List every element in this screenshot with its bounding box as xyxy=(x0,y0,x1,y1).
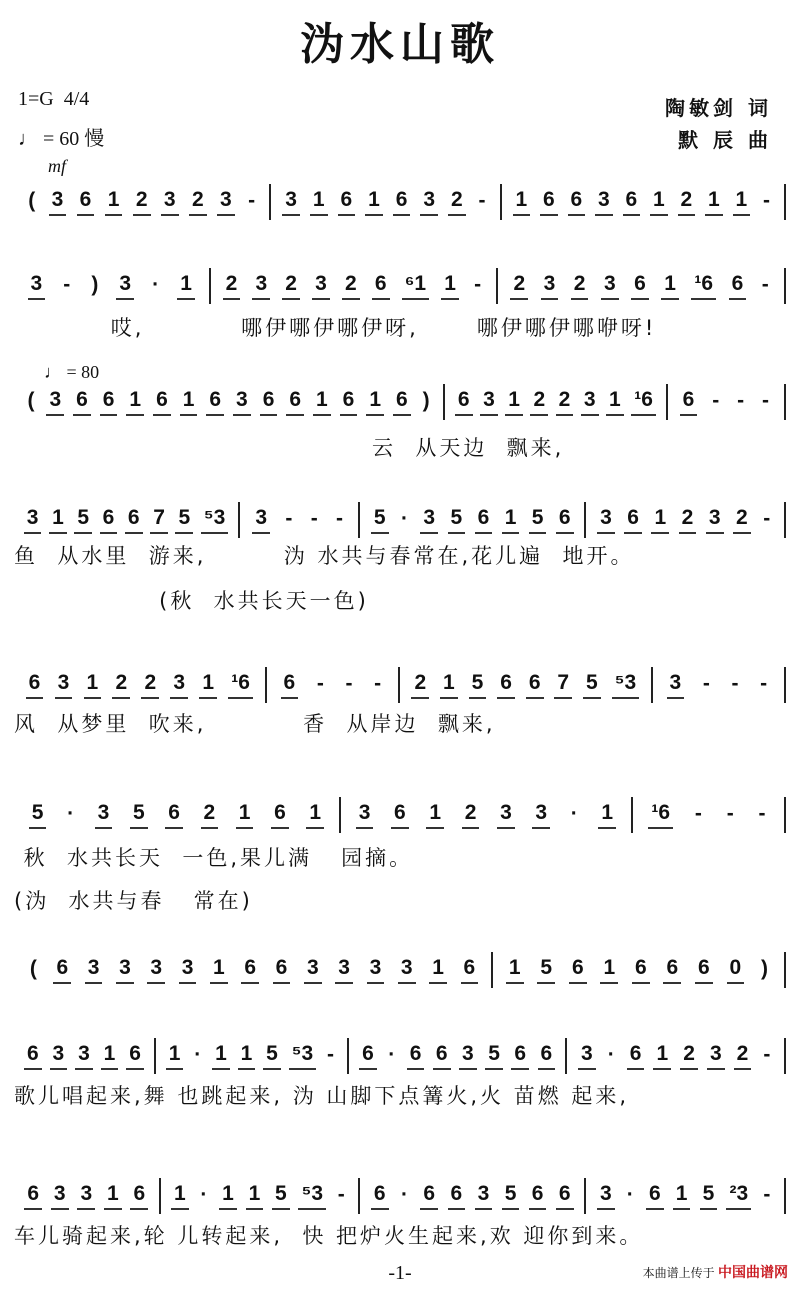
note: 5 xyxy=(29,801,47,829)
note: 6 xyxy=(26,671,44,699)
note: ⁵3 xyxy=(298,1182,326,1210)
note: 1 xyxy=(705,188,723,216)
note: 3 xyxy=(77,1182,95,1210)
lyrics-line: 歌儿唱起来,舞 也跳起来, 沩 山脚下点篝火,火 苗燃 起来, xyxy=(14,1084,630,1108)
note: 6 xyxy=(729,272,747,300)
note: 1 xyxy=(505,388,523,416)
note: 2 xyxy=(411,671,429,699)
note: - xyxy=(316,672,324,695)
note: 3 xyxy=(24,506,42,534)
note: 2 xyxy=(679,506,697,534)
note: - xyxy=(374,672,382,695)
note: 6 xyxy=(663,956,681,984)
note: 3 xyxy=(46,388,64,416)
note: 1 xyxy=(166,1042,184,1070)
note: 3 xyxy=(312,272,330,300)
note: 5 xyxy=(263,1042,281,1070)
note: 6 xyxy=(556,506,574,534)
note: 3 xyxy=(85,956,103,984)
note: 1 xyxy=(661,272,679,300)
source-logo: 中国曲谱网 xyxy=(718,1264,788,1280)
note: ¹6 xyxy=(631,388,656,416)
note: 3 xyxy=(49,188,67,216)
note: ⁶1 xyxy=(402,272,429,300)
note: ) xyxy=(422,389,430,412)
lyrics-line: 云 从天边 飘来, xyxy=(14,436,565,460)
note: - xyxy=(737,389,745,412)
note: 3 xyxy=(55,671,73,699)
note: 1 xyxy=(502,506,520,534)
measure xyxy=(445,384,668,420)
note: 6 xyxy=(623,188,641,216)
note: 3 xyxy=(116,956,134,984)
note: 3 xyxy=(480,388,498,416)
note: 6 xyxy=(260,388,278,416)
note: 5 xyxy=(130,801,148,829)
note: 1 xyxy=(600,956,618,984)
note: 2 xyxy=(462,801,480,829)
note: 3 xyxy=(252,272,270,300)
lyrics-line: 秋 水共长天 一色,果儿满 园摘。 xyxy=(14,846,414,870)
staff-line xyxy=(14,266,786,306)
note: 1 xyxy=(441,272,459,300)
measure xyxy=(586,502,786,538)
note: 6 xyxy=(680,388,698,416)
measure xyxy=(349,1038,568,1074)
note: 5 xyxy=(485,1042,503,1070)
note: 3 xyxy=(75,1042,93,1070)
note: 1 xyxy=(606,388,624,416)
note: 1 xyxy=(306,801,324,829)
staff-line xyxy=(14,500,786,540)
note: 6 xyxy=(77,188,95,216)
note: - xyxy=(248,189,256,212)
note: - xyxy=(726,802,734,825)
note: 0 xyxy=(727,956,745,984)
note: · xyxy=(626,1183,634,1206)
note: 6 xyxy=(632,956,650,984)
note: 2 xyxy=(448,188,466,216)
note: 6 xyxy=(372,272,390,300)
measure xyxy=(14,952,493,988)
note: 6 xyxy=(624,506,642,534)
note: 6 xyxy=(286,388,304,416)
note: 6 xyxy=(126,1042,144,1070)
note: ¹6 xyxy=(691,272,716,300)
note: 5 xyxy=(583,671,601,699)
note: 3 xyxy=(581,388,599,416)
note: 3 xyxy=(50,1042,68,1070)
note: 6 xyxy=(556,1182,574,1210)
note: - xyxy=(763,189,771,212)
measure xyxy=(567,1038,786,1074)
note: 6 xyxy=(631,272,649,300)
note: · xyxy=(401,1183,409,1206)
note: 1 xyxy=(598,801,616,829)
note: 1 xyxy=(506,956,524,984)
note: · xyxy=(570,802,578,825)
note: 6 xyxy=(271,801,289,829)
lyrics-line: 鱼 从水里 游来, 沩 水共与春常在,花儿遍 地开。 xyxy=(14,544,635,568)
note: - xyxy=(285,507,293,530)
note: 1 xyxy=(126,388,144,416)
note: 1 xyxy=(365,188,383,216)
note: 3 xyxy=(667,671,685,699)
note: 6 xyxy=(646,1182,664,1210)
measure xyxy=(240,502,360,538)
note: 3 xyxy=(420,188,438,216)
note: 3 xyxy=(147,956,165,984)
note: 6 xyxy=(391,801,409,829)
note: 3 xyxy=(707,1042,725,1070)
note: 1 xyxy=(238,1042,256,1070)
note: · xyxy=(194,1043,202,1066)
lyrics-line: 哎, 哪伊哪伊哪伊呀, 哪伊哪伊哪咿呀! xyxy=(14,316,657,340)
note: 1 xyxy=(246,1182,264,1210)
note: 6 xyxy=(540,188,558,216)
note: 3 xyxy=(217,188,235,216)
note: 3 xyxy=(398,956,416,984)
note: 1 xyxy=(219,1182,237,1210)
note: 3 xyxy=(335,956,353,984)
note: 6 xyxy=(125,506,143,534)
note: 1 xyxy=(426,801,444,829)
measure xyxy=(14,797,341,833)
time-signature: 4/4 xyxy=(63,88,90,110)
note: 1 xyxy=(440,671,458,699)
note: 1 xyxy=(199,671,217,699)
note: 6 xyxy=(393,388,411,416)
lyrics-line: (秋 水共长天一色) xyxy=(14,589,369,613)
note: 3 xyxy=(597,506,615,534)
note: 1 xyxy=(104,1182,122,1210)
note: - xyxy=(758,802,766,825)
measure xyxy=(400,667,653,703)
note: 6 xyxy=(433,1042,451,1070)
note: - xyxy=(763,1043,771,1066)
note: 3 xyxy=(597,1182,615,1210)
note: · xyxy=(388,1043,396,1066)
note: ⁵3 xyxy=(201,506,229,534)
tempo-change: ♩ = 80 xyxy=(44,362,100,382)
dynamic-mark: mf xyxy=(48,156,66,176)
tempo-initial: ♩ = 60 慢 xyxy=(18,128,105,150)
note: - xyxy=(474,273,482,296)
measure xyxy=(360,1178,586,1214)
note: 2 xyxy=(510,272,528,300)
note: - xyxy=(761,273,769,296)
note: 3 xyxy=(51,1182,69,1210)
note: 3 xyxy=(532,801,550,829)
note: 1 xyxy=(733,188,751,216)
note: 5 xyxy=(175,506,193,534)
note: 2 xyxy=(734,1042,752,1070)
staff-line xyxy=(14,795,786,835)
note: 6 xyxy=(281,671,299,699)
note: 6 xyxy=(538,1042,556,1070)
note: 6 xyxy=(359,1042,377,1070)
note: · xyxy=(200,1183,208,1206)
note: 3 xyxy=(116,272,134,300)
measure xyxy=(498,268,786,304)
measure xyxy=(14,502,240,538)
staff-line xyxy=(14,665,786,705)
measure xyxy=(493,952,786,988)
staff-line xyxy=(14,182,786,222)
note: 2 xyxy=(112,671,130,699)
note: 3 xyxy=(233,388,251,416)
note: 1 xyxy=(650,188,668,216)
measure xyxy=(161,1178,361,1214)
note: ) xyxy=(761,957,769,980)
note: - xyxy=(694,802,702,825)
measure xyxy=(267,667,400,703)
measure xyxy=(14,384,445,420)
measure xyxy=(211,268,499,304)
measure xyxy=(502,184,786,220)
note: ¹6 xyxy=(648,801,673,829)
note: · xyxy=(152,273,160,296)
staff-line xyxy=(14,382,786,422)
note: ( xyxy=(29,957,37,980)
note: 6 xyxy=(130,1182,148,1210)
note: 2 xyxy=(571,272,589,300)
note: 6 xyxy=(340,388,358,416)
measure xyxy=(271,184,501,220)
note: 7 xyxy=(554,671,572,699)
note: 2 xyxy=(342,272,360,300)
note: 6 xyxy=(24,1182,42,1210)
note: 5 xyxy=(74,506,92,534)
note: 5 xyxy=(469,671,487,699)
measure xyxy=(14,268,211,304)
note: 6 xyxy=(455,388,473,416)
note: 3 xyxy=(179,956,197,984)
note: - xyxy=(310,507,318,530)
note: - xyxy=(762,389,770,412)
note: 1 xyxy=(84,671,102,699)
note: 6 xyxy=(497,671,515,699)
lyrics-line: 风 从梦里 吹来, 香 从岸边 飘来, xyxy=(14,712,496,736)
song-title: 沩水山歌 xyxy=(300,19,500,70)
note: ( xyxy=(28,189,36,212)
note: 1 xyxy=(212,1042,230,1070)
lyrics-line: 车儿骑起来,轮 儿转起来, 快 把炉火生起来,欢 迎你到来。 xyxy=(14,1224,644,1248)
note: 1 xyxy=(310,188,328,216)
note: - xyxy=(763,1183,771,1206)
note: 3 xyxy=(541,272,559,300)
note: 1 xyxy=(313,388,331,416)
note: 3 xyxy=(304,956,322,984)
measure xyxy=(341,797,633,833)
note: 6 xyxy=(393,188,411,216)
note: 3 xyxy=(475,1182,493,1210)
key: 1=G xyxy=(18,88,54,110)
note: 5 xyxy=(537,956,555,984)
note: 1 xyxy=(236,801,254,829)
note: ⁵3 xyxy=(289,1042,317,1070)
note: 6 xyxy=(529,1182,547,1210)
measure xyxy=(156,1038,349,1074)
note: 3 xyxy=(578,1042,596,1070)
note: 6 xyxy=(338,188,356,216)
note: 1 xyxy=(673,1182,691,1210)
note: 1 xyxy=(180,388,198,416)
note: - xyxy=(63,273,71,296)
note: - xyxy=(712,389,720,412)
note: 1 xyxy=(177,272,195,300)
staff-line xyxy=(14,1176,786,1216)
note: 6 xyxy=(695,956,713,984)
note: 1 xyxy=(366,388,384,416)
note: - xyxy=(478,189,486,212)
note: 6 xyxy=(448,1182,466,1210)
note: 6 xyxy=(24,1042,42,1070)
note: 1 xyxy=(105,188,123,216)
measure xyxy=(14,667,267,703)
staff-line xyxy=(14,1036,786,1076)
note: 1 xyxy=(210,956,228,984)
note: 3 xyxy=(252,506,270,534)
note: 2 xyxy=(680,1042,698,1070)
note: 3 xyxy=(161,188,179,216)
note: 3 xyxy=(170,671,188,699)
note: 6 xyxy=(461,956,479,984)
note: - xyxy=(763,507,771,530)
note: - xyxy=(760,672,768,695)
note: 6 xyxy=(273,956,291,984)
note: ⁵3 xyxy=(612,671,640,699)
note: 3 xyxy=(282,188,300,216)
composer: 默 辰 曲 xyxy=(678,128,772,152)
note: 2 xyxy=(733,506,751,534)
note: 6 xyxy=(526,671,544,699)
note: ²3 xyxy=(726,1182,751,1210)
note: 1 xyxy=(513,188,531,216)
note: 6 xyxy=(165,801,183,829)
note: 2 xyxy=(141,671,159,699)
note: ( xyxy=(27,389,35,412)
note: 6 xyxy=(241,956,259,984)
note: 3 xyxy=(28,272,46,300)
note: - xyxy=(345,672,353,695)
note: 2 xyxy=(530,388,548,416)
note: 2 xyxy=(282,272,300,300)
note: 6 xyxy=(100,388,118,416)
measure xyxy=(633,797,786,833)
note: · xyxy=(607,1043,615,1066)
note: - xyxy=(702,672,710,695)
note: 3 xyxy=(459,1042,477,1070)
note: - xyxy=(326,1043,334,1066)
staff-line xyxy=(14,950,786,990)
note: 7 xyxy=(150,506,168,534)
note: 6 xyxy=(627,1042,645,1070)
note: 3 xyxy=(95,801,113,829)
note: 6 xyxy=(100,506,118,534)
note: 3 xyxy=(367,956,385,984)
note: 6 xyxy=(475,506,493,534)
measure xyxy=(14,1178,161,1214)
note: 6 xyxy=(569,956,587,984)
page-number: -1- xyxy=(388,1262,412,1284)
note: 2 xyxy=(678,188,696,216)
note: 3 xyxy=(420,506,438,534)
measure xyxy=(14,184,271,220)
note: 5 xyxy=(272,1182,290,1210)
note: · xyxy=(67,802,75,825)
note: 5 xyxy=(700,1182,718,1210)
note: - xyxy=(731,672,739,695)
lyrics-line: (沩 水共与春 常在) xyxy=(14,889,253,913)
note: 2 xyxy=(556,388,574,416)
note: 1 xyxy=(651,506,669,534)
measure xyxy=(586,1178,786,1214)
note: 2 xyxy=(201,801,219,829)
note: - xyxy=(336,507,344,530)
note: 6 xyxy=(407,1042,425,1070)
note: 6 xyxy=(153,388,171,416)
note: 6 xyxy=(73,388,91,416)
source-credit xyxy=(643,1262,788,1282)
note: 1 xyxy=(101,1042,119,1070)
measure xyxy=(653,667,786,703)
note: 3 xyxy=(595,188,613,216)
lyricist: 陶敏剑 词 xyxy=(665,96,772,120)
note: 2 xyxy=(223,272,241,300)
note: 3 xyxy=(497,801,515,829)
measure xyxy=(360,502,586,538)
measure xyxy=(668,384,786,420)
source-text: 本曲谱上传于 xyxy=(642,1266,715,1280)
note: 1 xyxy=(429,956,447,984)
note: · xyxy=(401,507,409,530)
key-signature xyxy=(18,88,89,111)
note: 2 xyxy=(189,188,207,216)
note: 6 xyxy=(53,956,71,984)
measure xyxy=(14,1038,156,1074)
note: ) xyxy=(91,273,99,296)
note: 5 xyxy=(448,506,466,534)
note: 6 xyxy=(371,1182,389,1210)
note: 6 xyxy=(511,1042,529,1070)
note: 1 xyxy=(171,1182,189,1210)
note: 3 xyxy=(356,801,374,829)
note: 6 xyxy=(568,188,586,216)
note: 6 xyxy=(206,388,224,416)
note: 3 xyxy=(601,272,619,300)
note: 1 xyxy=(49,506,67,534)
note: 5 xyxy=(502,1182,520,1210)
note: 6 xyxy=(420,1182,438,1210)
note: 2 xyxy=(133,188,151,216)
note: 5 xyxy=(371,506,389,534)
note: ¹6 xyxy=(228,671,253,699)
note: 3 xyxy=(706,506,724,534)
note: - xyxy=(337,1183,345,1206)
note: 5 xyxy=(529,506,547,534)
note: 1 xyxy=(653,1042,671,1070)
